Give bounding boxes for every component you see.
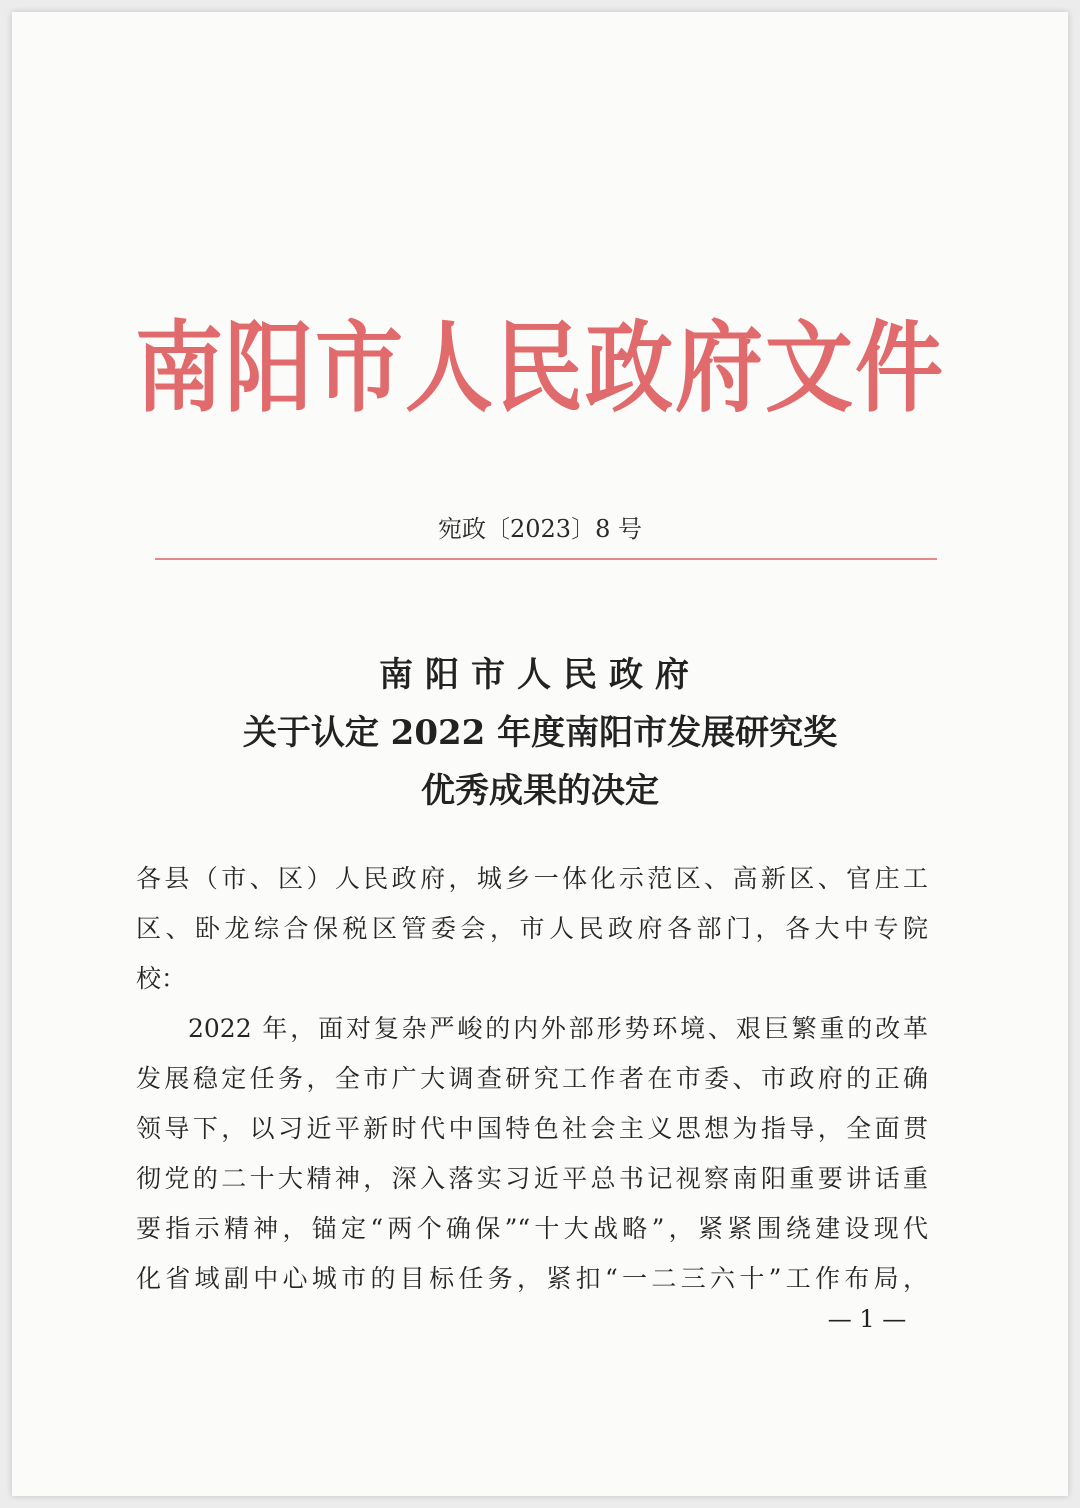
document-body — [136, 854, 928, 1304]
body-line: 发展稳定任务，全市广大调查研究工作者在市委、市政府的正确 — [136, 1064, 928, 1093]
body-line: 各县（市、区）人民政府，城乡一体化示范区、高新区、官庄工 — [136, 864, 928, 893]
document-masthead: 南阳市人民政府文件 — [134, 308, 945, 426]
body-line: 校： — [136, 964, 187, 993]
red-separator-line — [155, 558, 937, 560]
body-line: 领导下，以习近平新时代中国特色社会主义思想为指导，全面贯 — [136, 1114, 928, 1143]
body-line: 彻党的二十大精神，深入落实习近平总书记视察南阳重要讲话重 — [136, 1164, 928, 1193]
title-subject-line-2: 优秀成果的决定 — [421, 771, 659, 811]
body-line: 2022 年，面对复杂严峻的内外部形势环境、艰巨繁重的改革 — [188, 1014, 928, 1043]
body-line: 化省域副中心城市的目标任务，紧扣“一二三六十”工作布局， — [136, 1264, 928, 1293]
body-line: 要指示精神，锚定“两个确保”“十大战略”，紧紧围绕建设现代 — [136, 1214, 928, 1243]
body-line: 区、卧龙综合保税区管委会，市人民政府各部门，各大中专院 — [136, 914, 928, 943]
document-number: 宛政〔2023〕8 号 — [438, 515, 642, 543]
document-page — [12, 12, 1068, 1496]
title-subject-line-1: 关于认定 2022 年度南阳市发展研究奖 — [242, 713, 838, 753]
title-issuer: 南阳市人民政府 — [379, 655, 701, 695]
page-number: — 1 — — [827, 1305, 907, 1333]
